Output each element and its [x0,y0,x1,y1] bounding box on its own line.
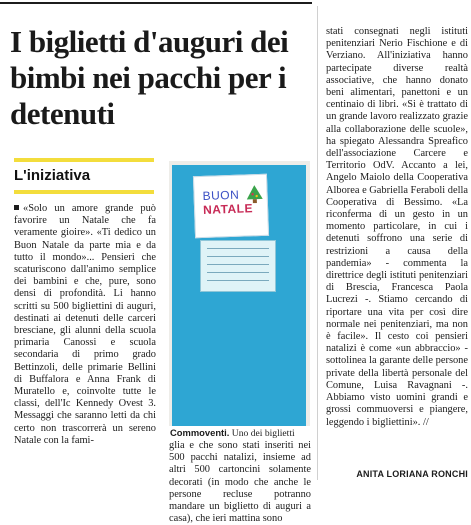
section-label: L'iniziativa [14,167,91,184]
article-headline: I biglietti d'auguri dei bimbi nei pacchi per i detenuti [10,24,289,131]
photo-caption [170,427,310,439]
card-label-paper [193,174,269,239]
christmas-tree-icon [246,185,263,204]
article-column-1 [14,203,156,447]
card-word-natale: NATALE [202,201,254,217]
author-signature: ANITA LORIANA RONCHI [356,469,468,479]
caption-bold: Commoventi. [170,427,230,438]
top-rule [0,2,312,4]
caption-text: Uno dei biglietti [229,428,295,439]
article-column-3: stati consegnati negli istituti penitenziari Nerio Fischione e di Verziano. All'iniziativa hanno partecipate diverse realtà associative, che hanno donato beni alimentari, panettoni e un centinaio di libri. «Si è trattato di un grande lavoro realizzato grazie alla collaborazione delle scuole», ha spiegato Alessandra Spreafico dell'associazione Carcere e Territorio OdV. Accanto a lei, Angelo Maiolo della Cooperativa Alborea e Gabriella Feraboli della Cooperativa di Bessimo. «La riconferma di un gesto in un momento particolare, in cui i detenuti soffrono una serie di restrizioni a causa della pandemia» - commenta la direttrice degli istituti penitenziari di Brescia, Francesca Paola Lucrezi -. Stiamo cercando di riportare una vita per così dire normale nei penitenziari, ma non è facile». Il cesto coi pensieri natalizi è come «un abbraccio» - sottolinea la garante delle persone private della libertà personale del Comune, Luisa Ravagnani -. Abbiamo visto uomini grandi e grossi commuoversi e piangere, leggendo i bigliettini». // [326,26,468,428]
column-1-text: «Solo un amore grande può favorire un Natale che fa veramente gioire». «Ti dedico un Buon Natale da parte mia e da tutto il mondo»... Pensieri che scaturiscono dall'animo semplice dei bambini e che, pure, sono densi di profondità. Li hanno scritti su 500 bigliettini di auguri, destinati ai detenuti delle carceri bresciane, gli alunni della scuola primaria Canossi e scuola secondaria di primo grado Bettinzoli, delle primarie Bellini di Buffalora e Anna Frank di Muratello e, coinvolte tutte le classi, dell'Ic Kennedy Ovest 3. Messaggi che saranno letti da chi certo non trascorrerà un sereno Natale con la fami- [14,203,156,446]
card-word-buon: BUON [202,187,240,203]
christmas-card [172,165,306,426]
article-photo [169,161,310,426]
section-bar-top [14,158,154,162]
column-divider [317,6,318,480]
section-bar-bottom [14,190,154,194]
bullet-square-icon [14,205,19,210]
card-handwritten-note [200,240,276,292]
article-column-2: glia e che sono stati inseriti nei 500 pacchi natalizi, insieme ad altri 500 cartoncini solamente decorati (in modo che anche le persone recluse potranno mandare un biglietto di auguri a casa), che ieri mattina sono [169,440,311,525]
